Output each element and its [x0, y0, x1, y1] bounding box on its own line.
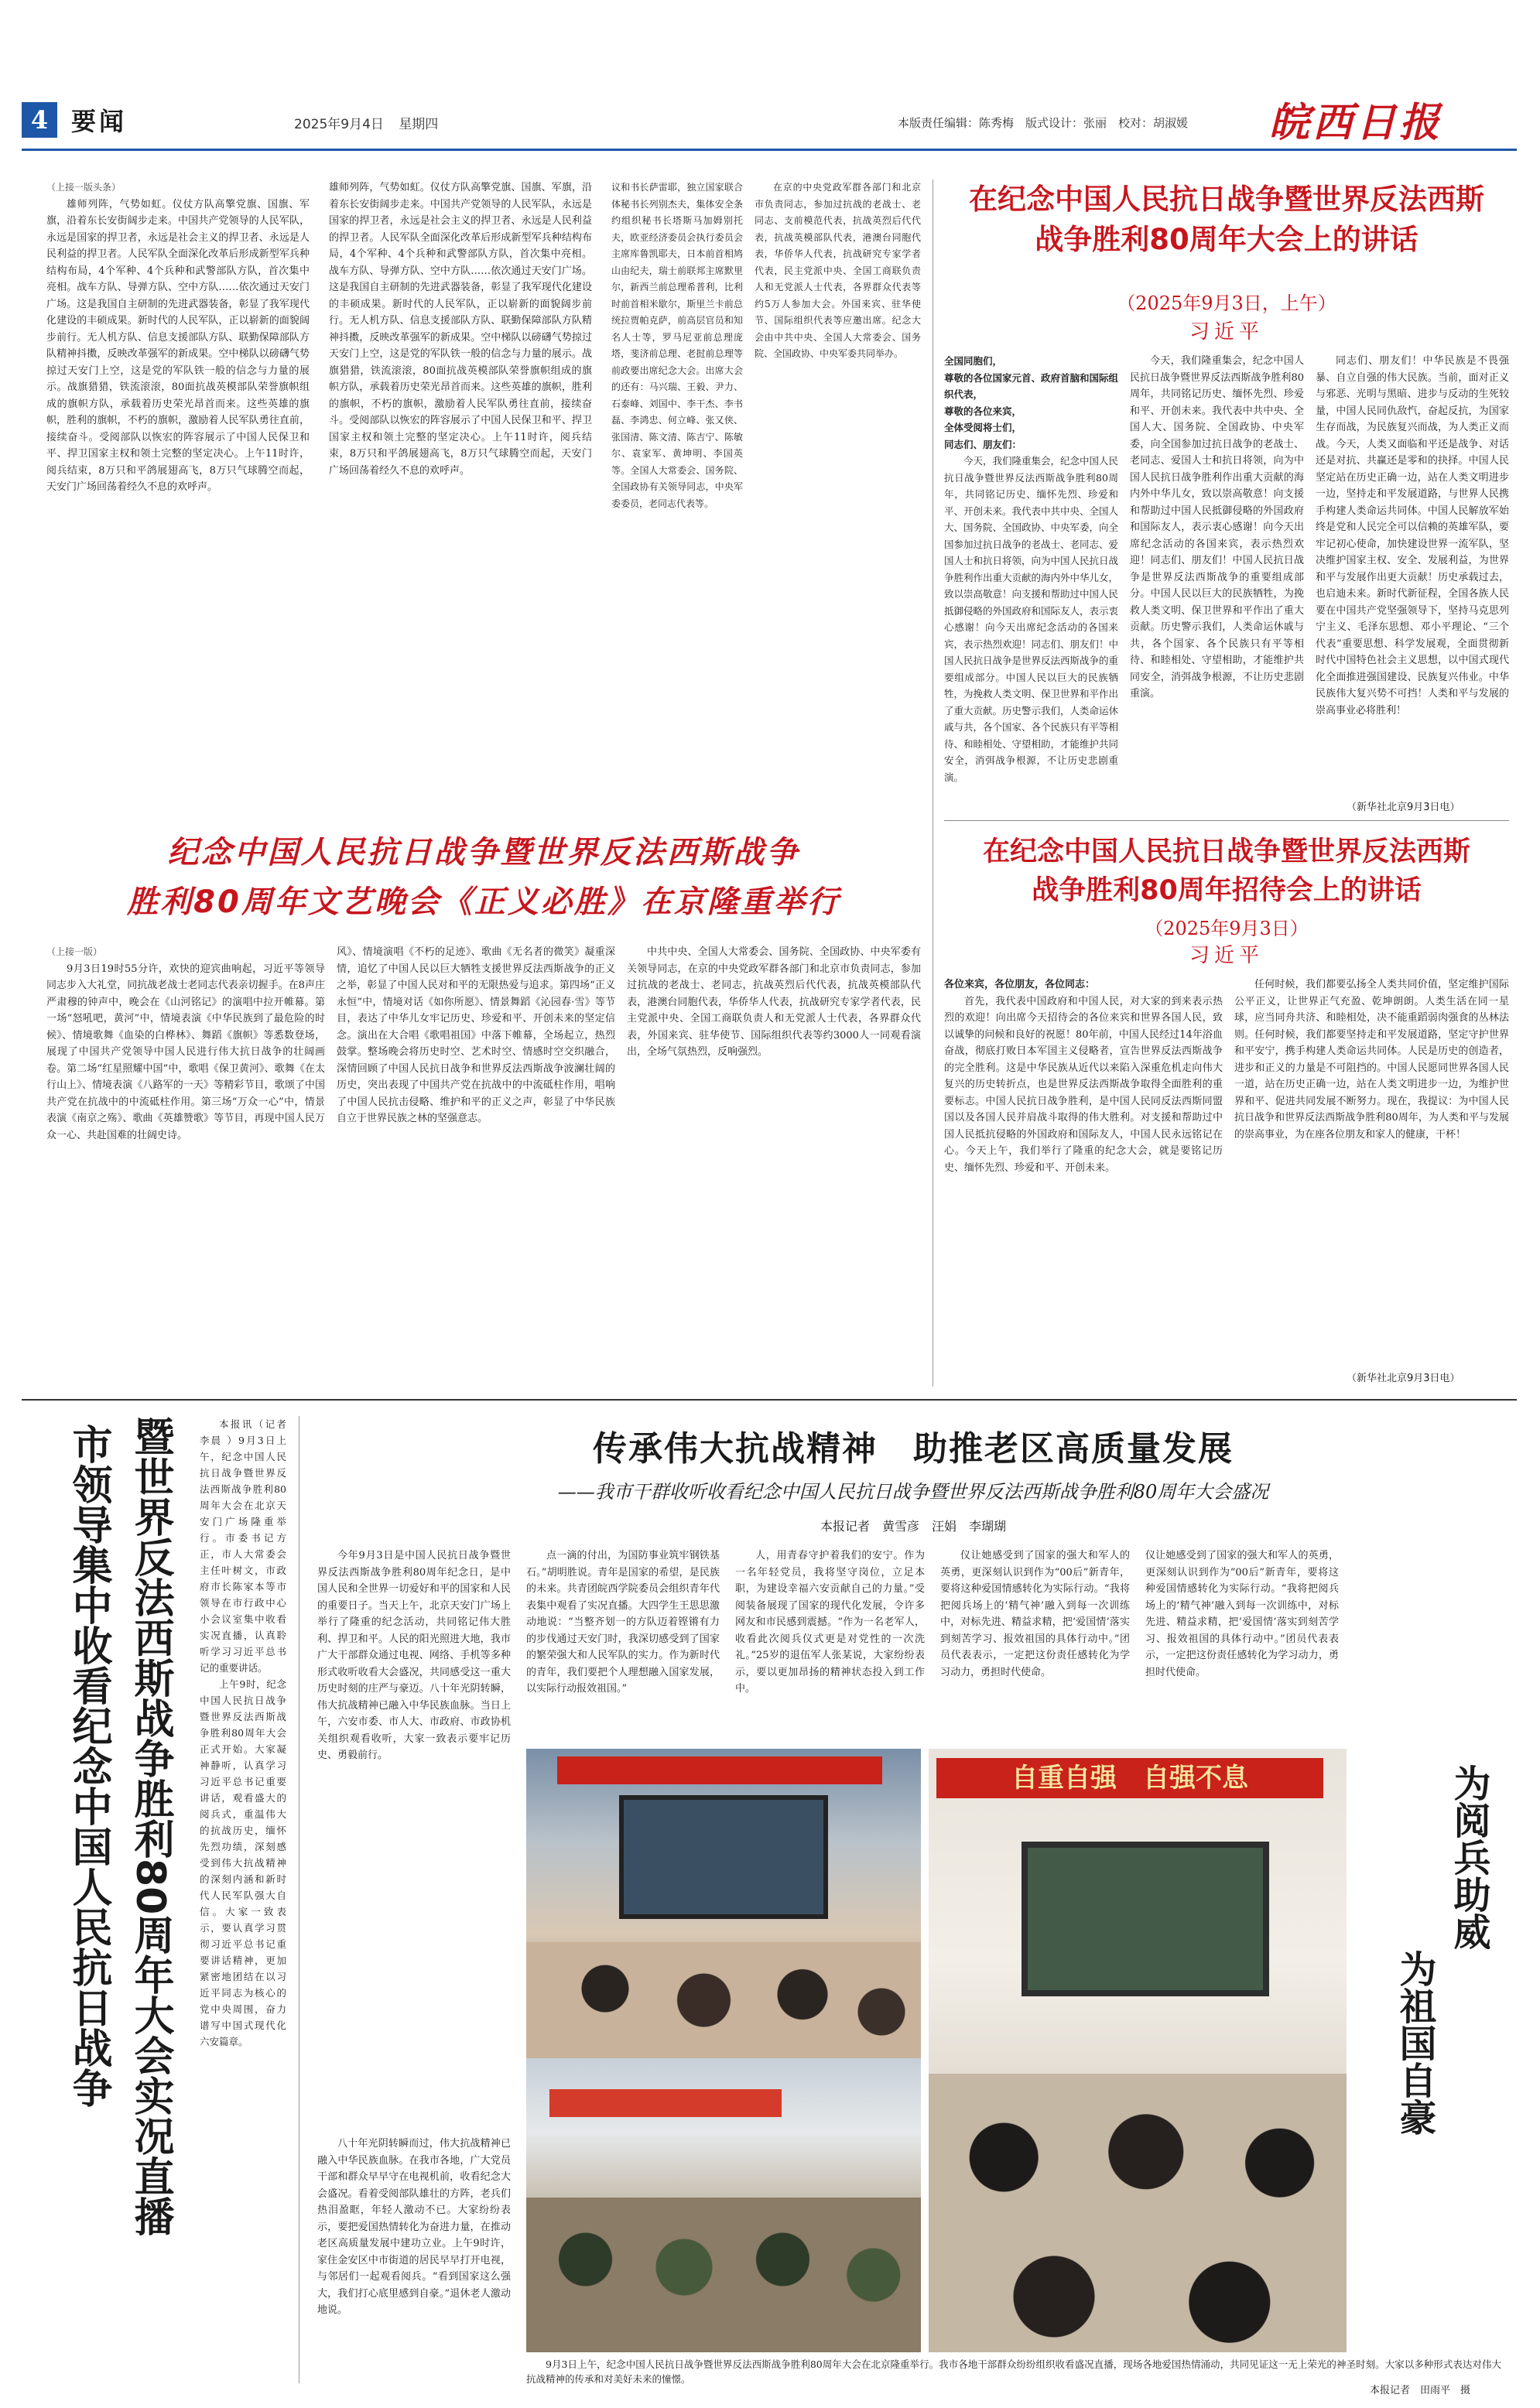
attendees-text: 议和书长萨雷耶，独立国家联合体秘书长列别杰夫，集体安全条约组织秘书长塔斯马加姆别托夫，欧亚经济委员会执行委员会主席库鲁凯耶夫，日本前首相鸠山由纪夫，瑞士前联邦主席默里尔，新西兰前总理希普利，比利时前首相米歇尔，斯里兰卡前总统拉贾帕克萨，前高层官员和知名人士等，罗马尼亚前总理庞塔，斐济前总理、老挝前总理等前政要出席纪念大会。出席大会的还有：马兴瑞、王毅、尹力、石泰峰、刘国中、李干杰、李书磊、李鸿忠、何立峰、张又侠、张国清、陈文清、陈吉宁、陈敏尔、袁家军、黄坤明、李国英等。全国人大常委会、国务院、全国政协有关领导同志，中央军委委员，老同志代表等。 [611, 182, 743, 509]
speech1-body-cont: 今天，我们隆重集会，纪念中国人民抗日战争暨世界反法西斯战争胜利80周年，共同铭记历史、缅怀先烈、珍爱和平、开创未来。我代表中共中央、全国人大、国务院、全国政协、中央军委，向全国参加过抗日战争的老战士、老同志、爱国人士和抗日将领，向为中国人民抗日战争胜利作出重大贡献的海内外中华儿女，致以崇高敬意！向支援和帮助过中国人民抵御侵略的外国政府和国际友人，表示衷心感谢！向今天出席纪念活动的各国来宾，表示热烈欢迎！同志们、朋友们！中国人民抗日战争是世界反法西斯战争的重要组成部分。中国人民以巨大的民族牺牲，为挽救人类文明、保卫世界和平作出了重大贡献。历史警示我们，人类命运休戚与共，各个国家、各个民族只有平等相待、和睦相处、守望相助，才能维护共同安全，消弭战争根源，不让历史悲剧重演。 [1130, 355, 1304, 699]
local-headline-b: 暨世界反法西斯战争胜利80周年大会实况直播 [127, 1416, 173, 2237]
feature-col3 [526, 1548, 720, 1733]
section-name: 要闻 [71, 107, 128, 136]
date-text: 2025年9月4日 [294, 117, 384, 132]
tv-screen [619, 1795, 828, 1919]
article-body-cont: 雄师列阵，气势如虹。仪仗方队高擎党旗、国旗、军旗，沿着东长安街阔步走来。中国共产党领导的人民军队，永远是国家的捍卫者，永远是社会主义的捍卫者、永远是人民利益的捍卫者。人民军队全面深化改革后形成新型军兵种结构布局，4个军种、4个兵种和武警部队方队，首次集中亮相。战车方队、导弹方队、空中方队……依次通过天安门广场。这是我国自主研制的先进武器装备，彰显了我军现代化建设的丰硕成果。新时代的人民军队，正以崭新的面貌阔步前行。无人机方队、信息支援部队方队、联勤保障部队方队精神抖擞，反映改革强军的新成果。空中梯队以磅礴气势掠过天安门上空，这是党的军队铁一般的信念与力量的展示。战旗猎猎，铁流滚滚，80面抗战英模部队荣誉旗帜组成的旗帜方队，承载着历史荣光昂首而来。这些英雄的旗帜，胜利的旗帜，不朽的旗帜，激励着人民军队勇往直前，接续奋斗。受阅部队以恢宏的阵容展示了中国人民保卫和平、捍卫国家主权和领土完整的坚定决心。上午11时许，阅兵结束，8万只和平鸽展翅高飞，8万只气球腾空而起，天安门广场回荡着经久不息的欢呼声。 [329, 182, 592, 477]
speech1-col3-text: 同志们、朋友们！中华民族是不畏强暴、自立自强的伟大民族。当前，面对正义与邪恶、光明与黑暗、进步与反动的生死较量，中国人民同仇敌忾，奋起反抗，为国家生存而战，为民族复兴而战，为人类正义而战。今天，人类又面临和平还是战争、对话还是对抗、共赢还是零和的抉择。中国人民坚定站在历史正确一边，站在人类文明进步一边，坚持走和平发展道路，与世界人民携手构建人类命运共同体。中国人民解放军始终是党和人民完全可以信赖的英雄军队，要牢记初心使命，加快建设世界一流军队，坚决维护国家主权、安全、发展利益，为世界和平与发展作出更大贡献！历史承载过去，也启迪未来。新时代新征程，全国各族人民要在中国共产党坚强领导下，坚持马克思列宁主义、毛泽东思想、邓小平理论、“三个代表”重要思想、科学发展观，全面贯彻新时代中国特色社会主义思想，以中国式现代化全面推进强国建设、民族复兴伟业。中华民族伟大复兴势不可挡！人类和平与发展的崇高事业必将胜利！ [1316, 355, 1509, 717]
classroom-banner: 自重自强 自强不息 [936, 1758, 1323, 1798]
feature-col2-text: 八十年光阴转瞬而过，伟大抗战精神已融入中华民族血脉。在我市各地，广大党员干部和群众早早守在电视机前，收看纪念大会盛况。看着受阅部队雄壮的方阵，老兵们热泪盈眶，年轻人激动不已。大家纷纷表示，要把爱国热情转化为奋进力量，在推动老区高质量发展中建功立业。上午9时许，家住金安区中市街道的居民早早打开电视，与邻居们一起观看阅兵。“看到国家这么强大，我们打心底里感到自豪。”退休老人激动地说。 [317, 2138, 511, 2316]
feature-col6 [1145, 1548, 1339, 1733]
local-col1 [200, 1416, 286, 2376]
editorial-credits: 本版责任编辑：陈秀梅 版式设计：张丽 校对：胡淑媛 [898, 116, 1189, 130]
speech2-salutation: 各位来宾，各位朋友，各位同志： [944, 979, 1096, 990]
students [929, 2074, 1347, 2352]
speech2-col2 [1234, 977, 1509, 1371]
masthead-rule [22, 149, 1517, 151]
photo-veterans [526, 2058, 921, 2352]
feature-col2 [317, 2136, 511, 2383]
feature-col6-text: 仪让她感受到了国家的强大和军人的英勇，更深刻认识到作为“00后”新青年，要将这种爱国情感转化为实际行动。“我将把阅兵场上的‘精气神’融入到每一次训练中，对标先进、精益求精，把‘爱国情’落实到刻苦学习、报效祖国的具体行动中。”团员代表表示，一定把这份责任感转化为学习动力，勇担时代使命。 [1145, 1550, 1339, 1678]
feature-col1-text: 今年9月3日是中国人民抗日战争暨世界反法西斯战争胜利80周年纪念日，是中国人民和全世界一切爱好和平的国家和人民的重要日子。当天上午，北京天安门广场上举行了隆重的纪念活动，共同铭记伟大胜利、捍卫和平。人民的阳光照进大地，我市广大干部群众通过电视、网络、手机等多种形式收听收看大会盛况，共同感受这一重大历史时刻的庄严与豪迈。八十年光阴转瞬，伟大抗战精神已融入中华民族血脉。当日上午，六安市委、市人大、市政府、市政协机关组织观看收听，大家一致表示要牢记历史、勇毅前行。 [317, 1550, 511, 1761]
photo-classroom [929, 1749, 1347, 2352]
issue-date [294, 113, 438, 132]
speech1-author: 习近平 [1189, 320, 1264, 344]
feature-subtitle: ——我市干群收听收看纪念中国人民抗日战争暨世界反法西斯战争胜利80周年大会盛况 [557, 1481, 1269, 1503]
feature-col5 [940, 1548, 1130, 1733]
speech1-salutation: 全国同胞们， 尊敬的各位国家元首、政府首脑和国际组织代表， 尊敬的各位来宾， 全体受阅将士们， 同志们、朋友们： [944, 355, 1118, 450]
feature-col5-text: 仪让她感受到了国家的强大和军人的英勇，更深刻认识到作为“00后”新青年，要将这种爱国情感转化为实际行动。“我将把阅兵场上的‘精气神’融入到每一次训练中，对标先进、精益求精，把‘爱国情’落实到刻苦学习、报效祖国的具体行动中。”团员代表表示，一定把这份责任感转化为学习动力，勇担时代使命。 [940, 1550, 1130, 1678]
gala-title [46, 828, 921, 927]
audience [526, 1942, 921, 2058]
newspaper-logo: 皖西日报 [1269, 99, 1443, 146]
vertical-slogan-b: 为祖国自豪 [1393, 1950, 1436, 2136]
speech2-date: （2025年9月3日） [1145, 918, 1309, 939]
jet-article-col2 [329, 180, 592, 814]
photo-credit: 本报记者 田雨平 摄 [1370, 2385, 1471, 2396]
page-number: 4 [22, 102, 57, 138]
feature-col4 [735, 1548, 925, 1733]
banner-strip [549, 2089, 782, 2117]
feature-title: 传承伟大抗战精神 助推老区高质量发展 [593, 1429, 1234, 1469]
speech2-body: 首先，我代表中国政府和中国人民，对大家的到来表示热烈的欢迎！向出席今天招待会的各位来宾和世界各国人民，致以诚挚的问候和良好的祝愿！80年前，中国人民经过14年浴血奋战，彻底打败日本军国主义侵略者，宣告世界反法西斯战争的完全胜利。这是中华民族从近代以来陷入深重危机走向伟大复兴的历史转折点，也是世界反法西斯战争取得全面胜利的重要标志。中国人民抗日战争胜利，是中国人民同反法西斯同盟国以及各国人民并肩战斗取得的伟大胜利。对支援和帮助过中国人民抵抗侵略的外国政府和国际友人，中国人民永远铭记在心。今天上午，我们举行了隆重的纪念大会，就是要铭记历史、缅怀先烈、珍爱和平、开创未来。 [944, 995, 1223, 1174]
speech1-col3 [1316, 353, 1509, 794]
vertical-slogan-a: 为阅兵助威 [1447, 1764, 1490, 1950]
speech2-title-line1: 在纪念中国人民抗日战争暨世界反法西斯 [982, 836, 1470, 867]
speech2-col2-text: 任何时候，我们都要弘扬全人类共同价值，坚定维护国际公平正义，让世界正气充盈、乾坤朗朗。人类生活在同一星球，应当同舟共济、和睦相处，决不能重蹈弱肉强食的丛林法则。任何时候，我们都要坚持走和平发展道路，坚定守护世界和平安宁，携手构建人类命运共同体。人民是历史的创造者，进步和正义的力量是不可阻挡的。中国人民愿同世界各国人民一道，站在历史正确一边，站在人类文明进步一边，为维护世界和平、促进共同发展不断努力。现在，我提议：为中国人民抗日战争和世界反法西斯战争胜利80周年，为人类和平与发展的崇高事业，为在座各位朋友和家人的健康，干杯！ [1234, 979, 1509, 1141]
photo-caption [526, 2354, 1501, 2408]
feature-col3-text: 点一滴的付出，为国防事业筑牢钢铁基石。”胡明胜说。青年是国家的希望，是民族的未来。共青团皖西学院委员会组织青年代表集中观看了实况直播。大四学生王思思激动地说：“当整齐划一的方队迈着铿锵有力的步伐通过天安门时，我深切感受到了国家的繁荣强大和人民军队的实力。作为新时代的青年，我们要把个人理想融入国家发展，以实际行动报效祖国。” [526, 1550, 720, 1695]
speech2-title-line2: 战争胜利80周年招待会上的讲话 [1032, 875, 1422, 906]
veterans-group [526, 2198, 921, 2352]
speech2-author: 习近平 [1189, 944, 1264, 967]
caption-main: 9月3日上午，纪念中国人民抗日战争暨世界反法西斯战争胜利80周年大会在北京隆重举行。我市各地干部群众纷纷组织收看盛况直播，现场各地爱国热情涌动，共同见证这一无上荣光的神圣时刻。大家以多种形式表达对伟大抗战精神的传承和对美好未来的憧憬。 [526, 2358, 1501, 2385]
speech1-title-line2: 战争胜利80周年大会上的讲话 [1035, 223, 1419, 256]
gala-title-line1: 纪念中国人民抗日战争暨世界反法西斯战争 [167, 835, 800, 871]
speech2-col1 [944, 977, 1223, 1387]
continued-lead: （上接一版头条） [46, 182, 121, 193]
speech1-credit: （新华社北京9月3日电） [1347, 802, 1460, 813]
local-headline-a: 市领导集中收看纪念中国人民抗日战争 [65, 1424, 111, 2108]
feature-byline: 本报记者 黄雪彦 汪娟 李瑚瑚 [820, 1519, 1006, 1534]
divider [944, 820, 1509, 821]
speech2-title [944, 833, 1509, 910]
speech1-date: （2025年9月3日，上午） [1117, 292, 1336, 314]
gala-body1: 9月3日19时55分许，欢快的迎宾曲响起，习近平等领导同志步入大礼堂，同抗战老战士老同志代表亲切握手。在8声庄严肃穆的钟声中，晚会在《山河铭记》的演唱中拉开帷幕。第一场“怒吼吧，黄河”中，情境表演《中华民族到了最危险的时候》、情境歌舞《血染的白桦林》、舞蹈《旗帜》等悉数登场，展现了中国共产党领导中国人民进行伟大抗日战争的壮阔画卷。第二场“红星照耀中国”中，歌唱《保卫黄河》、歌舞《在太行山上》、情境表演《八路军的一天》等精彩节目，歌颂了中国共产党在抗战中的中流砥柱作用。第三场“万众一心”中，情景表演《南京之殇》、歌曲《英雄赞歌》等节目，再现中国人民万众一心、共赴国难的壮阔史诗。 [46, 963, 325, 1141]
gala-col2 [337, 944, 615, 1385]
red-banner [557, 1756, 882, 1784]
speech1-col2 [1130, 353, 1304, 817]
gala-body3: 中共中央、全国人大常委会、国务院、全国政协、中央军委有关领导同志，在京的中央党政军群各部门和北京市负责同志，参加过抗战的老战士、老同志，抗战英烈后代代表，抗战英模部队代表，港澳台同胞代表，华侨华人代表，抗战研究专家学者代表，民主党派中央、全国工商联负责人和无党派人士代表，各界群众代表，外国来宾、驻华使节、国际组织代表等约3000人一同观看演出，全场气氛热烈，反响强烈。 [627, 946, 921, 1058]
section-rule [22, 1399, 1517, 1401]
classroom-screen [1022, 1842, 1269, 1996]
speech1-col1 [944, 353, 1118, 817]
speech1-body: 今天，我们隆重集会，纪念中国人民抗日战争暨世界反法西斯战争胜利80周年，共同铭记历史、缅怀先烈、珍爱和平、开创未来。我代表中共中央、全国人大、国务院、全国政协、中央军委，向全国参加过抗日战争的老战士、老同志、爱国人士和抗日将领，向为中国人民抗日战争胜利作出重大贡献的海内外中华儿女，致以崇高敬意！向支援和帮助过中国人民抵御侵略的外国政府和国际友人，表示衷心感谢！向今天出席纪念活动的各国来宾，表示热烈欢迎！同志们、朋友们！中国人民抗日战争是世界反法西斯战争的重要组成部分。中国人民以巨大的民族牺牲，为挽救人类文明、保卫世界和平作出了重大贡献。历史警示我们，人类命运休戚与共，各个国家、各个民族只有平等相待、和睦相处、守望相助，才能维护共同安全，消弭战争根源，不让历史悲剧重演。 [944, 455, 1118, 783]
jet-article-col1 [46, 180, 310, 814]
weekday-text: 星期四 [399, 117, 439, 132]
gala-col3 [627, 944, 921, 1385]
article-body: 雄师列阵，气势如虹。仪仗方队高擎党旗、国旗、军旗，沿着东长安街阔步走来。中国共产党领导的人民军队，永远是国家的捍卫者，永远是社会主义的捍卫者、永远是人民利益的捍卫者。人民军队全面深化改革后形成新型军兵种结构布局，4个军种、4个兵种和武警部队方队，首次集中亮相。战车方队、导弹方队、空中方队……依次通过天安门广场。这是我国自主研制的先进武器装备，彰显了我军现代化建设的丰硕成果。新时代的人民军队，正以崭新的面貌阔步前行。无人机方队、信息支援部队方队、联勤保障部队方队精神抖擞，反映改革强军的新成果。空中梯队以磅礴气势掠过天安门上空，这是党的军队铁一般的信念与力量的展示。战旗猎猎，铁流滚滚，80面抗战英模部队荣誉旗帜组成的旗帜方队，承载着历史荣光昂首而来。这些英雄的旗帜，胜利的旗帜，不朽的旗帜，激励着人民军队勇往直前，接续奋斗。受阅部队以恢宏的阵容展示了中国人民保卫和平、捍卫国家主权和领土完整的坚定决心。上午11时许，阅兵结束，8万只和平鸽展翅高飞，8万只气球腾空而起，天安门广场回荡着经久不息的欢呼声。 [46, 198, 310, 493]
speech1-title-line1: 在纪念中国人民抗日战争暨世界反法西斯 [969, 183, 1484, 216]
gala-body2: 风》、情境演唱《不朽的足迹》、歌曲《无名者的微笑》凝重深情，追忆了中国人民以巨大牺牲支援世界反法西斯战争的正义之举，彰显了中国人民对和平的无限热爱与追求。第四场“正义永恒”中，情境对话《如你所愿》、情景舞蹈《沁园春·雪》等节目，表达了中华儿女牢记历史、珍爱和平、开创未来的坚定信念。演出在大合唱《歌唱祖国》中落下帷幕，全场起立，热烈鼓掌。整场晚会将历史时空、艺术时空、情感时空交织融合，深情回顾了中国人民抗日战争和世界反法西斯战争波澜壮阔的历史，突出表现了中国共产党在抗战中的中流砥柱作用，唱响了中国人民抗击侵略、维护和平的正义之声，彰显了中华民族自立于世界民族之林的坚强意志。 [337, 946, 615, 1124]
gala-col1 [46, 944, 325, 1385]
attendees-text-2: 在京的中央党政军群各部门和北京市负责同志，参加过抗战的老战士、老同志、支前模范代表，抗战英烈后代代表，抗战英模部队代表，港澳台同胞代表，华侨华人代表，抗战研究专家学者代表，民主党派中央、全国工商联负责人和无党派人士代表，各界群众代表等约5万人参加大会。外国来宾、驻华使节、国际组织代表等应邀出席。纪念大会由中共中央、全国人大常委会、国务院、全国政协、中央军委共同举办。 [755, 182, 921, 359]
speech1-title [944, 180, 1509, 260]
gala-lead: （上接一版） [46, 946, 103, 957]
photo-community-viewing [526, 1749, 921, 2058]
speech2-credit: （新华社北京9月3日电） [1347, 1373, 1460, 1384]
feature-col1 [317, 1548, 511, 2136]
local-body: 上午9时，纪念中国人民抗日战争暨世界反法西斯战争胜利80周年大会正式开始。大家凝神静听，认真学习习近平总书记重要讲话，观看盛大的阅兵式，重温伟大的抗战历史，缅怀先烈功绩，深刻感受到伟大抗战精神的深刻内涵和新时代人民军队强大自信。大家一致表示，要认真学习贯彻习近平总书记重要讲话精神，更加紧密地团结在以习近平同志为核心的党中央周围，奋力谱写中国式现代化六安篇章。 [200, 1678, 286, 2047]
local-lead: 本报讯（记者 李晨 ）9月3日上午，纪念中国人民抗日战争暨世界反法西斯战争胜利80周年大会在北京天安门广场隆重举行。市委书记方正，市人大常委会主任叶树文，市政府市长陈家本等市领导在市行政中心小会议室集中收看实况直播，认真聆听学习习近平总书记的重要讲话。 [200, 1418, 286, 1674]
attendees-col1 [611, 180, 743, 814]
feature-col4-text: 人，用青春守护着我们的安宁。作为一名年轻党员，我将坚守岗位，立足本职，为建设幸福六安贡献自己的力量。”受阅装备展现了国家的现代化发展，令许多网友和市民感到震撼。“作为一名老军人，收看此次阅兵仪式更是对党性的一次洗礼。”25岁的退伍军人张某说，大家纷纷表示，要以更加昂扬的精神状态投入到工作中。 [735, 1550, 925, 1695]
attendees-col2 [755, 180, 921, 814]
gala-title-line2: 胜利80周年文艺晚会《正义必胜》在京隆重举行 [127, 884, 840, 920]
